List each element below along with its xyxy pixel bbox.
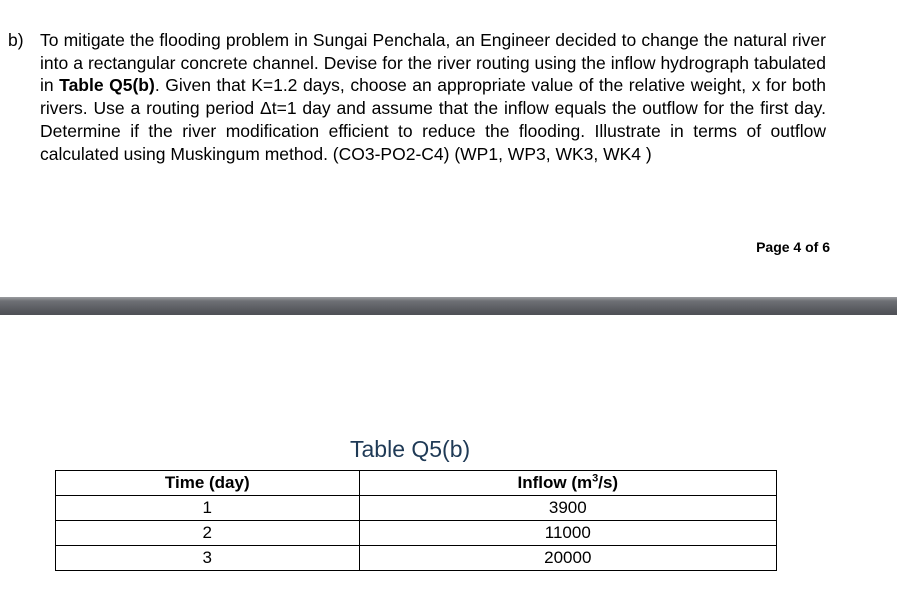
question-text bbox=[40, 29, 826, 165]
table-header-row bbox=[56, 471, 777, 496]
cell-inflow: 3900 bbox=[359, 496, 776, 521]
table-row bbox=[56, 546, 777, 571]
question-label: b) bbox=[8, 30, 24, 50]
question-text-part1: To mitigate the flooding problem in Sungai Penchala, an Engineer decided to change the natural river into a rectangular concrete channel. Devise for the river routing using the inflow hydrograph tabulated in bbox=[40, 30, 826, 96]
header-inflow bbox=[359, 471, 776, 496]
cell-time: 1 bbox=[56, 496, 360, 521]
header-inflow-suffix: /s) bbox=[598, 473, 619, 492]
inflow-table bbox=[55, 470, 777, 571]
previous-text-cutoff bbox=[0, 0, 897, 4]
header-inflow-prefix: Inflow (m bbox=[517, 473, 593, 492]
question-text-part2: . Given that K=1.2 days, choose an appropriate value of the relative weight, x for both rivers. Use a routing period Δt=1 day and assume that the inflow equals the outflow for the first day. Determine if the river modification efficient to reduce the flooding. Illustrate in terms of outflow calculated using Muskingum method. (CO3-PO2-C4) (WP1, WP3, WK3, WK4 ) bbox=[40, 75, 826, 164]
table-row bbox=[56, 521, 777, 546]
cell-time: 2 bbox=[56, 521, 360, 546]
header-inflow-sup: 3 bbox=[592, 472, 599, 485]
page-number: Page 4 of 6 bbox=[756, 239, 830, 255]
cell-inflow: 11000 bbox=[359, 521, 776, 546]
cell-time: 3 bbox=[56, 546, 360, 571]
table-caption: Table Q5(b) bbox=[350, 436, 471, 462]
table-reference: Table Q5(b) bbox=[59, 75, 155, 96]
header-time: Time (day) bbox=[56, 471, 360, 496]
page-break-bar bbox=[0, 297, 897, 315]
table-row bbox=[56, 496, 777, 521]
cell-inflow: 20000 bbox=[359, 546, 776, 571]
